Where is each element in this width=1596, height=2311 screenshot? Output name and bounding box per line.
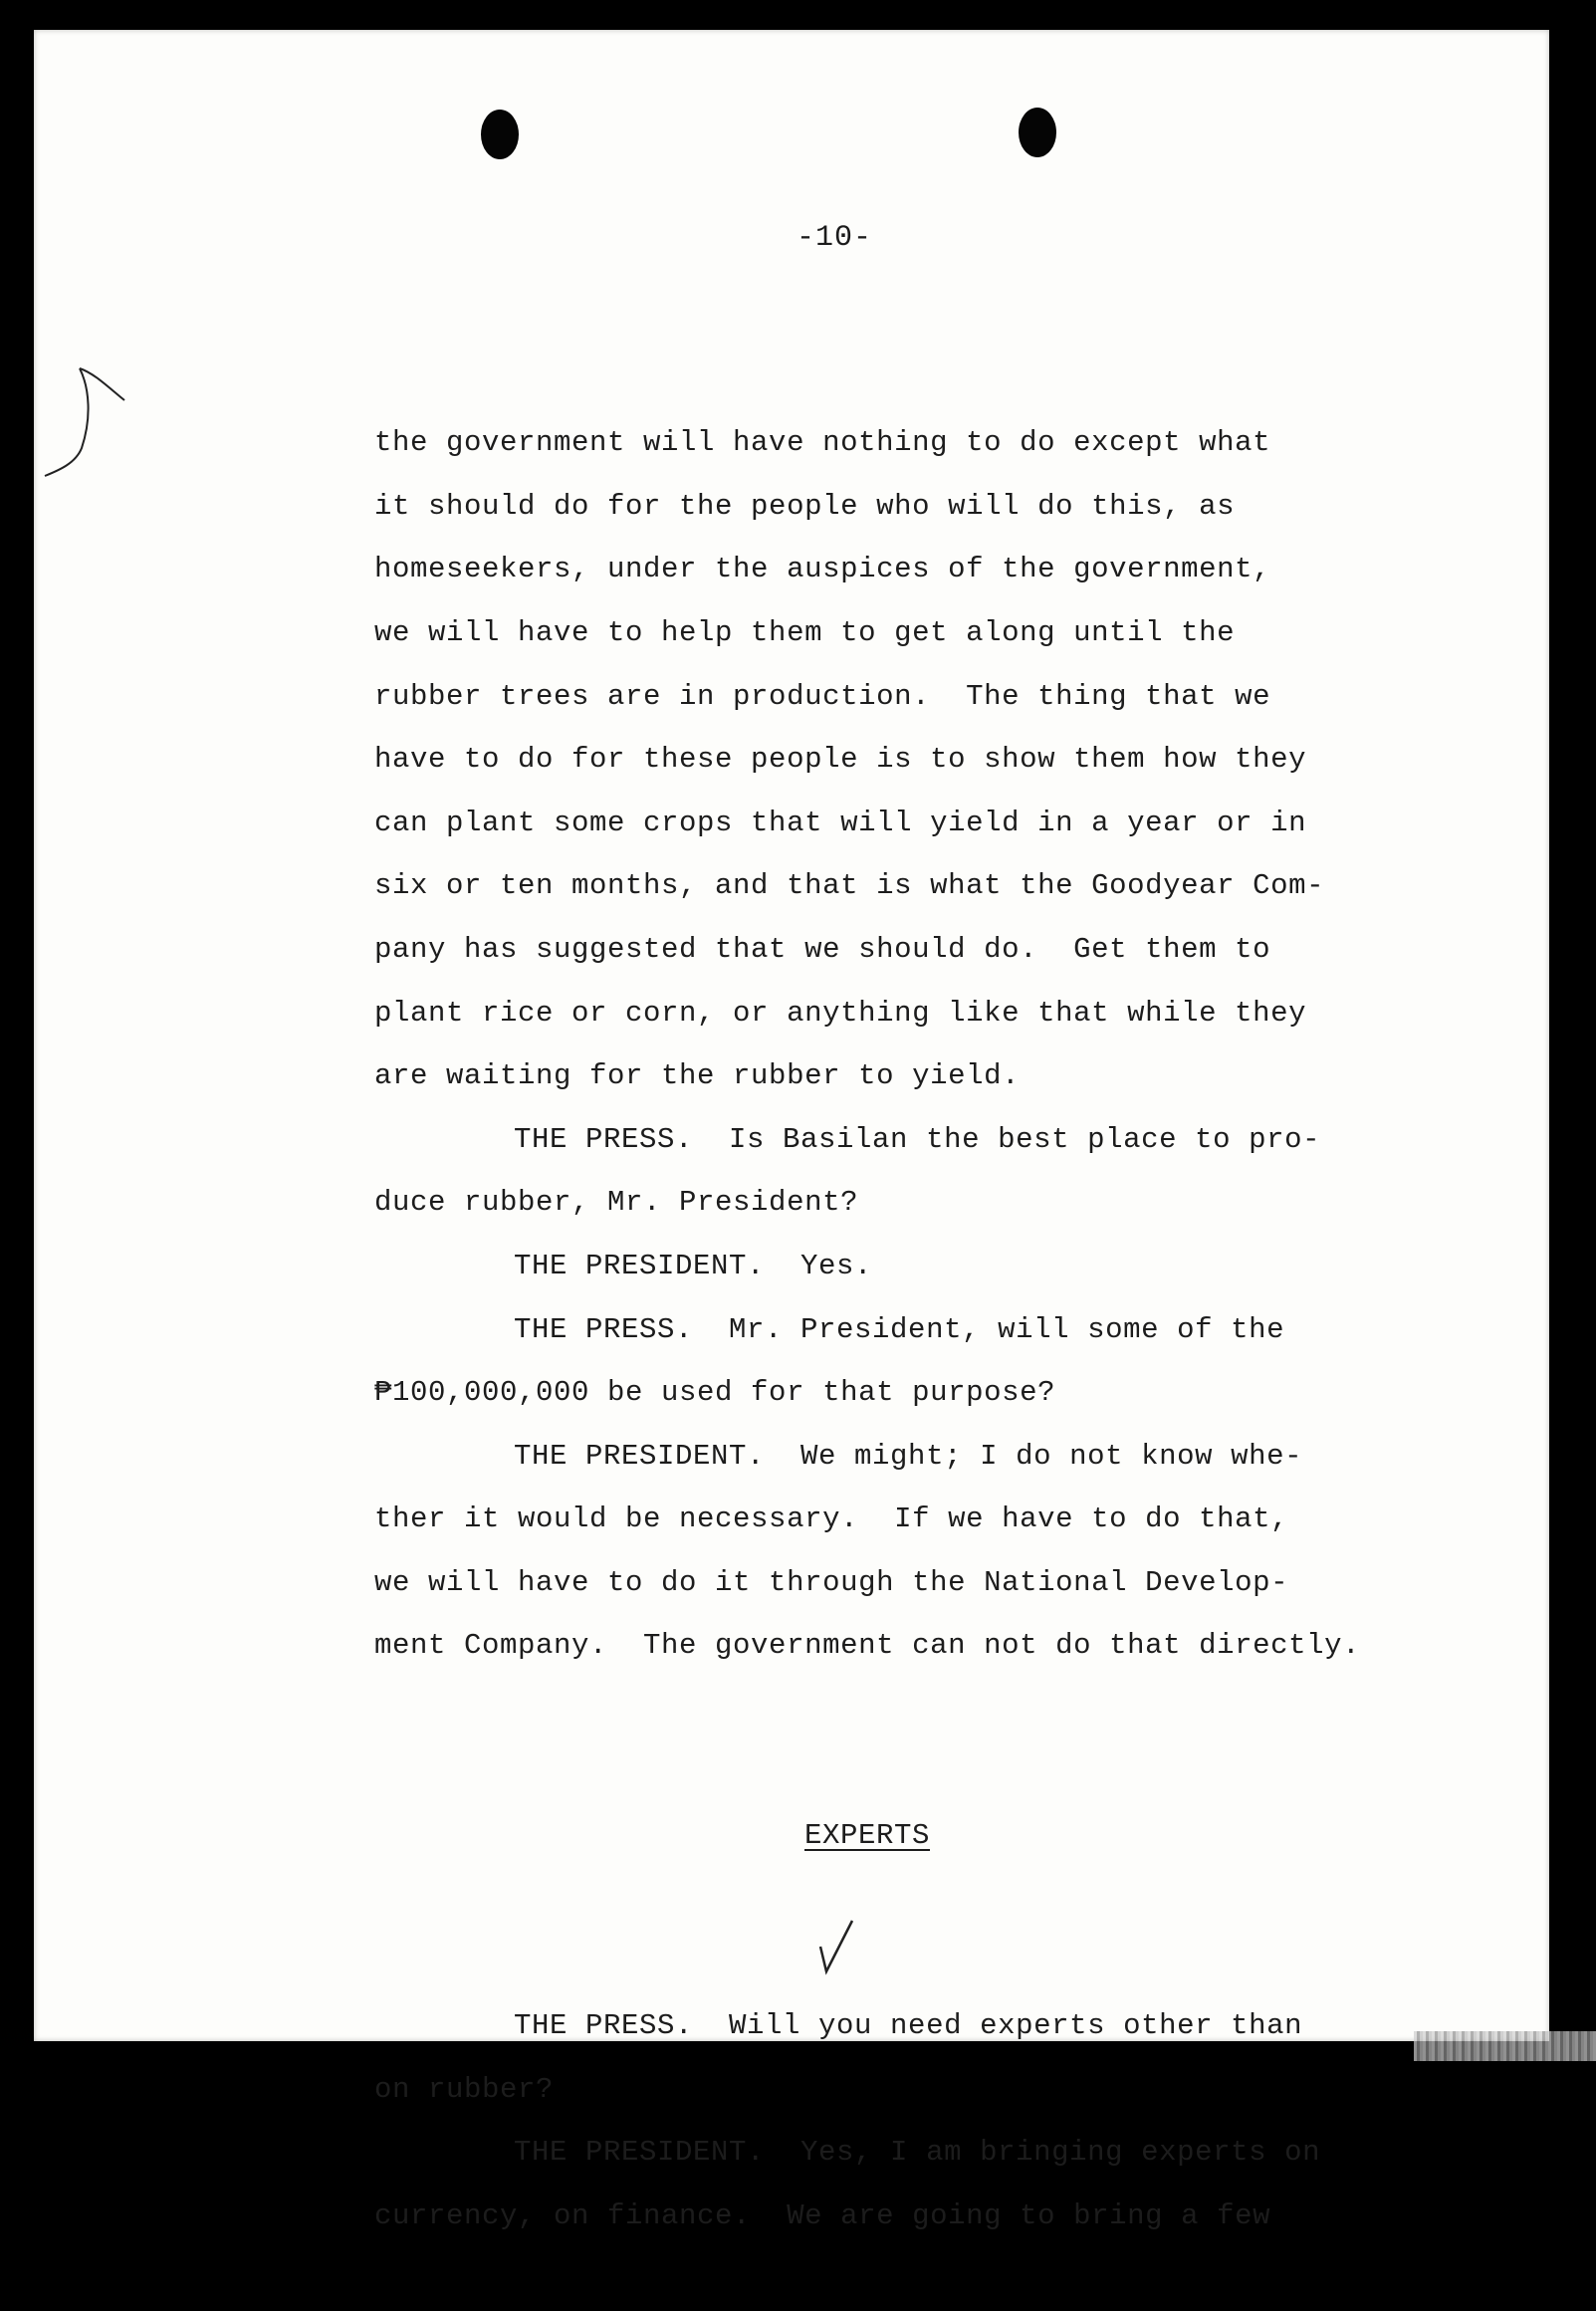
text-line: currency, on finance. We are going to bring a few bbox=[374, 2198, 1271, 2232]
post-heading-paragraphs bbox=[374, 1994, 1450, 2247]
section-heading bbox=[374, 1804, 1450, 1868]
text-line: are waiting for the rubber to yield. bbox=[374, 1059, 1021, 1093]
text-line: can plant some crops that will yield in a year or in bbox=[374, 806, 1307, 839]
margin-pencil-mark bbox=[40, 358, 129, 488]
punch-hole-left bbox=[481, 110, 519, 159]
text-line: duce rubber, Mr. President? bbox=[374, 1186, 859, 1220]
text-line: THE PRESS. Is Basilan the best place to pro- bbox=[514, 1122, 1321, 1156]
text-line: it should do for the people who will do this, as bbox=[374, 489, 1236, 523]
text-line: on rubber? bbox=[374, 2072, 555, 2106]
handwritten-checkmark bbox=[816, 1917, 856, 1976]
document-body bbox=[374, 285, 1450, 2311]
text-line: THE PRESS. Will you need experts other than bbox=[514, 2009, 1303, 2043]
text-line: ment Company. The government can not do that directly. bbox=[374, 1629, 1361, 1663]
text-line: six or ten months, and that is what the Goodyear Com- bbox=[374, 869, 1325, 903]
body-paragraphs bbox=[374, 411, 1450, 1678]
text-line: we will have to help them to get along until the bbox=[374, 615, 1236, 649]
text-line: homeseekers, under the auspices of the government, bbox=[374, 553, 1271, 586]
text-line: ther it would be necessary. If we have to do that, bbox=[374, 1502, 1289, 1536]
text-line: pany has suggested that we should do. Get them to bbox=[374, 932, 1271, 966]
text-line: the government will have nothing to do except what bbox=[374, 426, 1271, 460]
text-line: THE PRESIDENT. We might; I do not know whe- bbox=[514, 1439, 1303, 1473]
text-line: THE PRESS. Mr. President, will some of the bbox=[514, 1312, 1285, 1346]
text-line: we will have to do it through the National Develop- bbox=[374, 1565, 1289, 1599]
section-heading-text: EXPERTS bbox=[803, 1819, 931, 1853]
text-line: THE PRESIDENT. Yes. bbox=[514, 1249, 873, 1282]
text-line: ₱100,000,000 be used for that purpose? bbox=[374, 1376, 1056, 1410]
punch-hole-right bbox=[1019, 108, 1056, 157]
text-line: have to do for these people is to show them how they bbox=[374, 743, 1307, 777]
text-line: THE PRESIDENT. Yes, I am bringing experts on bbox=[514, 2136, 1321, 2170]
page-number: -10- bbox=[797, 221, 873, 255]
text-line: plant rice or corn, or anything like that while they bbox=[374, 996, 1307, 1030]
text-line: rubber trees are in production. The thing that we bbox=[374, 679, 1271, 713]
